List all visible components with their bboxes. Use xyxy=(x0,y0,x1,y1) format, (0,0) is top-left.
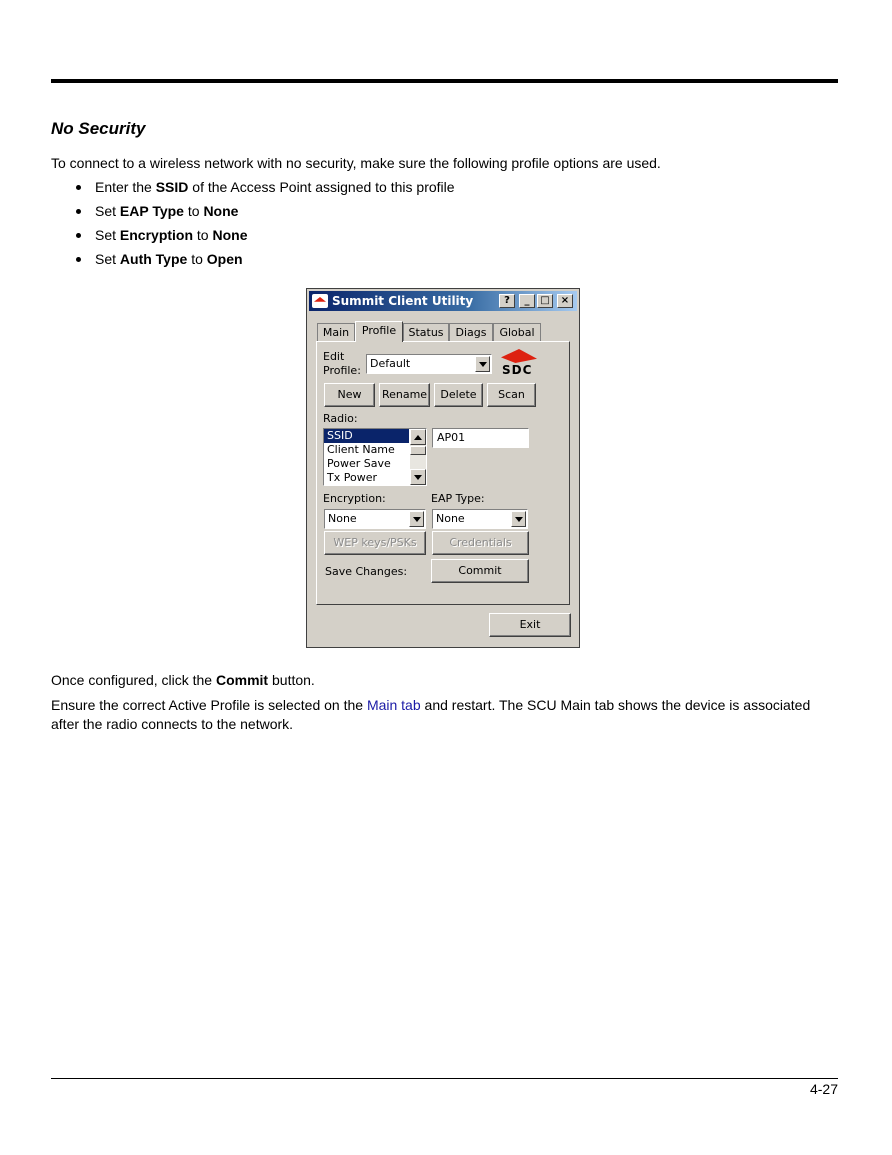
eap-type-label: EAP Type: xyxy=(431,492,485,505)
main-tab-link[interactable]: Main tab xyxy=(366,697,421,713)
scu-window xyxy=(306,288,580,648)
list-item xyxy=(51,203,455,227)
list-item xyxy=(51,179,455,203)
window-title: Summit Client Utility xyxy=(332,294,474,308)
tab-diags[interactable]: Diags xyxy=(449,323,493,341)
section-heading: No Security xyxy=(51,119,146,138)
bullet-text: Set xyxy=(95,203,120,219)
scroll-up-icon[interactable] xyxy=(410,429,426,445)
eap-type-select[interactable] xyxy=(432,509,528,529)
footer-rule xyxy=(51,1078,838,1079)
list-item[interactable]: Client Name xyxy=(327,443,395,456)
text-run: Ensure the correct Active Profile is selected on the xyxy=(51,697,367,713)
profile-select[interactable] xyxy=(366,354,492,374)
encryption-select[interactable] xyxy=(324,509,426,529)
chevron-down-icon[interactable] xyxy=(475,356,490,372)
new-button[interactable]: New xyxy=(324,383,375,407)
bullet-text: to xyxy=(187,251,207,267)
tab-global[interactable]: Global xyxy=(493,323,541,341)
profile-select-value: Default xyxy=(370,357,411,370)
bullet-bold: Encryption xyxy=(119,227,194,243)
wep-keys-button[interactable]: WEP keys/PSKs xyxy=(324,531,426,555)
tab-profile[interactable]: Profile xyxy=(355,321,403,342)
sdc-logo-icon xyxy=(501,349,537,363)
list-item[interactable]: Power Save xyxy=(327,457,391,470)
commit-instruction xyxy=(51,672,315,688)
save-changes-label: Save Changes: xyxy=(325,565,408,578)
app-logo-icon xyxy=(312,294,328,308)
text-run: Once configured, click the xyxy=(51,672,216,688)
text-run: button. xyxy=(268,672,315,688)
commit-emphasis: Commit xyxy=(215,672,269,688)
ssid-input[interactable]: AP01 xyxy=(432,428,529,448)
requirements-list xyxy=(51,179,455,275)
bullet-icon xyxy=(76,233,81,238)
bullet-icon xyxy=(76,257,81,262)
minimize-button[interactable]: _ xyxy=(519,294,535,308)
bullet-icon xyxy=(76,185,81,190)
exit-button[interactable]: Exit xyxy=(489,613,571,637)
bullet-bold: None xyxy=(212,227,248,243)
bullet-text: Set xyxy=(95,227,120,243)
credentials-button[interactable]: Credentials xyxy=(432,531,529,555)
edit-label: Edit xyxy=(323,350,345,363)
bullet-text: Enter the xyxy=(95,179,156,195)
bullet-bold: EAP Type xyxy=(119,203,184,219)
window-titlebar xyxy=(309,291,577,311)
rename-button[interactable]: Rename xyxy=(379,383,430,407)
bullet-bold: SSID xyxy=(155,179,189,195)
maximize-button[interactable]: □ xyxy=(537,294,553,308)
header-rule xyxy=(51,79,838,83)
scroll-down-icon[interactable] xyxy=(410,469,426,485)
commit-button[interactable]: Commit xyxy=(431,559,529,583)
list-item[interactable]: Tx Power xyxy=(327,471,377,484)
sdc-logo xyxy=(497,349,541,379)
close-button[interactable]: × xyxy=(557,294,573,308)
bullet-text: to xyxy=(193,227,213,243)
list-item[interactable]: SSID xyxy=(324,429,409,443)
encryption-select-value: None xyxy=(328,512,357,525)
restart-instruction xyxy=(51,696,841,734)
tab-status[interactable]: Status xyxy=(403,323,449,341)
profile-label: Profile: xyxy=(323,364,361,377)
chevron-down-icon[interactable] xyxy=(511,511,526,527)
bullet-bold: Open xyxy=(206,251,243,267)
bullet-bold: Auth Type xyxy=(119,251,188,267)
eap-type-select-value: None xyxy=(436,512,465,525)
radio-listbox[interactable] xyxy=(323,428,427,486)
list-item xyxy=(51,251,455,275)
list-item xyxy=(51,227,455,251)
bullet-text: to xyxy=(183,203,204,219)
listbox-scrollbar[interactable] xyxy=(410,429,426,485)
radio-label: Radio: xyxy=(323,412,358,425)
page-number: 4-27 xyxy=(809,1081,838,1097)
intro-text: To connect to a wireless network with no security, make sure the following profile options are used. xyxy=(51,155,661,171)
bullet-icon xyxy=(76,209,81,214)
delete-button[interactable]: Delete xyxy=(434,383,483,407)
text-run: and restart. The SCU Main tab shows the device is associated after the radio connects to the network. xyxy=(51,697,811,732)
chevron-down-icon[interactable] xyxy=(409,511,424,527)
bullet-bold: None xyxy=(203,203,239,219)
help-button[interactable]: ? xyxy=(499,294,515,308)
encryption-label: Encryption: xyxy=(323,492,386,505)
scroll-thumb[interactable] xyxy=(410,446,426,455)
bullet-text: of the Access Point assigned to this profile xyxy=(188,179,455,195)
bullet-text: Set xyxy=(95,251,120,267)
tab-main[interactable]: Main xyxy=(317,323,355,341)
sdc-logo-text: SDC xyxy=(502,363,533,377)
scan-button[interactable]: Scan xyxy=(487,383,536,407)
